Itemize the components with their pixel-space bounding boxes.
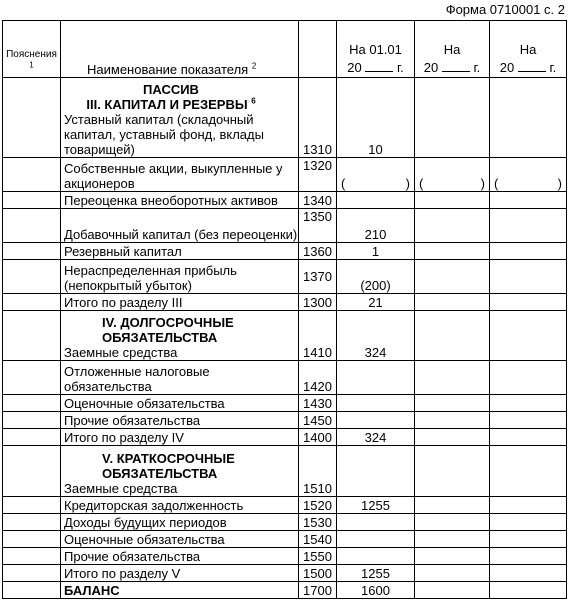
table-row <box>3 311 567 361</box>
row-name: Добавочный капитал (без переоценки) <box>61 209 299 243</box>
row-code: 1400 <box>299 429 337 446</box>
header-notes <box>3 21 61 78</box>
row-code: 1420 <box>299 361 337 395</box>
row-value-paren: ( ) <box>337 158 415 192</box>
section-4-title-line1: IV. ДОЛГОСРОЧНЫЕ <box>102 315 234 330</box>
row-value <box>337 192 415 209</box>
row-value: 10 <box>337 78 415 158</box>
section-4-title-line2: ОБЯЗАТЕЛЬСТВА <box>102 330 218 345</box>
row-code: 1310 <box>299 78 337 158</box>
row-code: 1530 <box>299 514 337 531</box>
row-code: 1550 <box>299 548 337 565</box>
table-row <box>3 361 567 395</box>
row-name: Итого по разделу V <box>61 565 299 582</box>
row-value: 1 <box>337 243 415 260</box>
row-name: Итого по разделу IV <box>61 429 299 446</box>
header-period-2-label: На <box>443 42 461 57</box>
table-row <box>3 78 567 158</box>
row-value <box>337 548 415 565</box>
table-row <box>3 294 567 311</box>
row-value: 324 <box>337 311 415 361</box>
table-row <box>3 192 567 209</box>
row-value: 324 <box>337 429 415 446</box>
row-name: Отложенные налоговые обязательства <box>61 361 299 395</box>
row-code: 1350 <box>299 209 337 243</box>
row-value <box>337 446 415 497</box>
row-code: 1500 <box>299 565 337 582</box>
header-period-2 <box>415 21 490 78</box>
row-code: 1520 <box>299 497 337 514</box>
year-prefix: 20 <box>499 60 515 75</box>
year-prefix: 20 <box>347 60 362 75</box>
section-3-title: III. КАПИТАЛ И РЕЗЕРВЫ <box>86 97 248 112</box>
row-value-paren: ( ) <box>490 158 567 192</box>
table-row <box>3 243 567 260</box>
row-name: Заемные средства <box>64 481 178 496</box>
row-name: Оценочные обязательства <box>61 395 299 412</box>
indicator-cell <box>61 311 299 361</box>
table-row <box>3 446 567 497</box>
row-code: 1410 <box>299 311 337 361</box>
year-blank <box>365 60 393 72</box>
row-name: Нераспределенная прибыль (непокрытый убыток) <box>61 260 299 294</box>
row-name: Прочие обязательства <box>61 548 299 565</box>
row-code: 1540 <box>299 531 337 548</box>
row-value <box>337 395 415 412</box>
row-value <box>337 361 415 395</box>
row-value <box>337 514 415 531</box>
row-name: Доходы будущих периодов <box>61 514 299 531</box>
form-code: Форма 0710001 с. 2 <box>445 2 565 17</box>
row-code: 1360 <box>299 243 337 260</box>
row-value <box>337 531 415 548</box>
year-suffix: г. <box>396 60 404 75</box>
indicator-cell <box>61 446 299 497</box>
table-row <box>3 565 567 582</box>
header-indicator-sup: 2 <box>251 61 257 71</box>
row-code: 1510 <box>299 446 337 497</box>
row-value: (200) <box>337 260 415 294</box>
year-suffix: г. <box>549 60 557 75</box>
table-row <box>3 514 567 531</box>
section-5-title-line1: V. КРАТКОСРОЧНЫЕ <box>102 451 235 466</box>
table-row <box>3 531 567 548</box>
row-value: 21 <box>337 294 415 311</box>
table-header-row <box>3 21 567 78</box>
indicator-cell <box>61 78 299 158</box>
table-row <box>3 412 567 429</box>
table-row <box>3 395 567 412</box>
row-value <box>337 412 415 429</box>
table-row <box>3 209 567 243</box>
year-suffix: г. <box>473 60 481 75</box>
row-code: 1450 <box>299 412 337 429</box>
table-row <box>3 260 567 294</box>
section-3-sup: 6 <box>251 96 256 106</box>
row-name: Переоценка внеоборотных активов <box>61 192 299 209</box>
row-value: 1255 <box>337 565 415 582</box>
year-blank <box>518 60 546 72</box>
table-row <box>3 429 567 446</box>
row-code: 1320 <box>299 158 337 192</box>
balance-liabilities-table <box>2 20 567 599</box>
row-code: 1700 <box>299 582 337 599</box>
row-code: 1340 <box>299 192 337 209</box>
row-name: Собственные акции, выкупленные у акционеров <box>61 158 299 192</box>
row-value: 1600 <box>337 582 415 599</box>
row-code: 1370 <box>299 260 337 294</box>
row-name: Прочие обязательства <box>61 412 299 429</box>
row-code: 1430 <box>299 395 337 412</box>
row-name: Уставный капитал (складочный капитал, уставный фонд, вклады товарищей) <box>64 112 264 157</box>
header-period-3 <box>490 21 567 78</box>
row-value: 1255 <box>337 497 415 514</box>
row-name: Итого по разделу III <box>61 294 299 311</box>
row-name: Оценочные обязательства <box>61 531 299 548</box>
row-value-paren: ( ) <box>415 158 490 192</box>
header-period-3-label: На <box>519 42 537 57</box>
header-notes-sup: 1 <box>29 60 34 70</box>
header-period-1-label: На 01.01 <box>349 42 402 57</box>
row-name: Кредиторская задолженность <box>61 497 299 514</box>
header-period-1 <box>337 21 415 78</box>
header-indicator <box>61 21 299 78</box>
year-prefix: 20 <box>423 60 439 75</box>
header-notes-label: Пояснения <box>6 49 57 60</box>
row-name: Резервный капитал <box>61 243 299 260</box>
year-blank <box>442 60 470 72</box>
table-row <box>3 497 567 514</box>
row-name: БАЛАНС <box>61 582 299 599</box>
table-row <box>3 548 567 565</box>
section-liabilities-title: ПАССИВ <box>143 82 199 97</box>
row-code: 1300 <box>299 294 337 311</box>
row-name: Заемные средства <box>64 345 178 360</box>
table-row <box>3 158 567 192</box>
table-row-total <box>3 582 567 599</box>
header-code <box>299 21 337 78</box>
section-5-title-line2: ОБЯЗАТЕЛЬСТВА <box>102 466 218 481</box>
row-value: 210 <box>337 209 415 243</box>
header-indicator-label: Наименование показателя <box>87 62 249 77</box>
